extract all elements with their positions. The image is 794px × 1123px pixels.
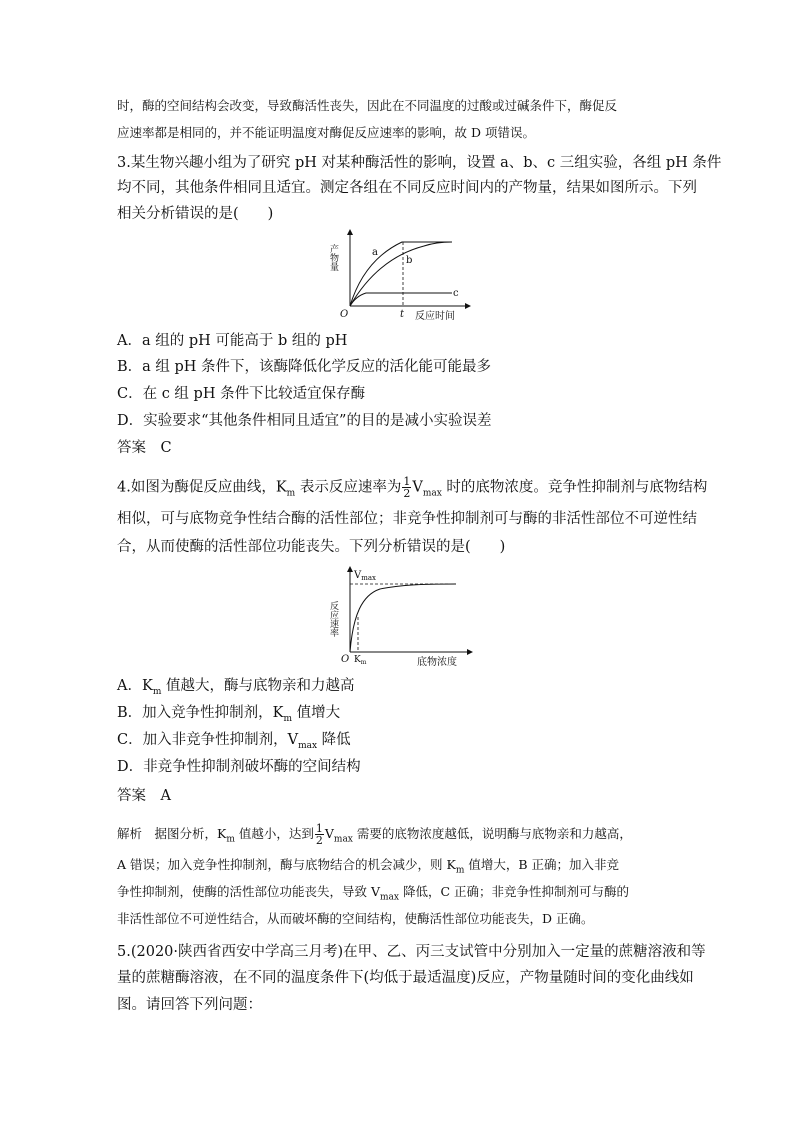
option-b: B．加入竞争性抑制剂，$K_m$ 值增大 xyxy=(117,705,341,724)
fraction-half: $\frac{1}{2}$ xyxy=(403,475,411,500)
y-axis-label: 产物量 xyxy=(328,244,338,271)
rate-substrate-chart xyxy=(320,565,480,669)
question-5-text: 5.(2020·陕西省西安中学高三月考)在甲、乙、丙三支试管中分别加入一定量的蔗糖溶液和等 xyxy=(117,944,706,960)
origin-label: O xyxy=(340,309,349,320)
option-a: A．$K_m$ 值越大，酶与底物亲和力越高 xyxy=(117,678,355,697)
question-4-text: 相似，可与底物竞争性结合酶的活性部位；非竞争性抑制剂可与酶的非活性部位不可逆性结 xyxy=(117,511,697,527)
fraction-half: $\frac{1}{2}$ xyxy=(315,822,323,847)
question-5-text: 图。请回答下列问题： xyxy=(117,997,262,1013)
curve-c xyxy=(350,293,452,306)
question-3-text: 均不同，其他条件相同且适宜。测定各组在不同反应时间内的产物量，结果如图所示。下列 xyxy=(117,180,697,196)
curve-a-label: a xyxy=(372,247,378,258)
product-time-chart xyxy=(320,228,480,324)
question-4-text: 4.如图为酶促反应曲线，$K_m$ 表示反应速率为 $\frac{1}{2}$ $V_{max}$ 时的底物浓度。竞争性抑制剂与底物结构 xyxy=(117,475,708,500)
text-line: 应速率都是相同的，并不能证明温度对酶促反应速率的影响，故 D 项错误。 xyxy=(117,125,535,140)
curve-b-label: b xyxy=(406,255,413,266)
x-axis-label: 反应时间 xyxy=(415,311,455,322)
option-c: C．加入非竞争性抑制剂，$V_{max}$ 降低 xyxy=(117,732,351,751)
answer: 答案 C xyxy=(117,440,172,456)
option-a: A．a 组的 pH 可能高于 b 组的 pH xyxy=(117,333,348,349)
option-d: D．非竞争性抑制剂破坏酶的空间结构 xyxy=(117,759,361,775)
analysis-text: 争性抑制剂，使酶的活性部位功能丧失，导致 $V_{max}$ 降低，C 正确；非竞争性抑制剂可与酶的 xyxy=(117,884,630,903)
answer: 答案 A xyxy=(117,788,171,804)
text-line: 时，酶的空间结构会改变，导致酶活性丧失，因此在不同温度的过酸或过碱条件下，酶促反 xyxy=(117,98,618,113)
origin-label: O xyxy=(341,654,350,665)
y-axis-label: 反应速率 xyxy=(328,601,338,637)
option-d: D．实验要求“其他条件相同且适宜”的目的是减小实验误差 xyxy=(117,413,492,429)
option-b: B．a 组 pH 条件下，该酶降低化学反应的活化能可能最多 xyxy=(117,359,492,375)
option-c: C．在 c 组 pH 条件下比较适宜保存酶 xyxy=(117,386,366,402)
question-3-text: 相关分析错误的是( ) xyxy=(117,206,274,222)
question-3-text: 3.某生物兴趣小组为了研究 pH 对某种酶活性的影响，设置 a、b、c 三组实验，各组 pH 条件 xyxy=(117,155,722,171)
x-axis-label: 底物浓度 xyxy=(417,657,457,668)
analysis-text: 解析 据图分析，$K_m$ 值越小，达到 $\frac{1}{2}$ $V_{max}$ 需要的底物浓度越低，说明酶与底物亲和力越高， xyxy=(117,822,632,847)
question-5-text: 量的蔗糖酶溶液，在不同的温度条件下(均低于最适温度)反应，产物量随时间的变化曲线如 xyxy=(117,970,694,986)
question-4-text: 合，从而使酶的活性部位功能丧失。下列分析错误的是( ) xyxy=(117,539,506,555)
t-label: t xyxy=(400,309,405,320)
vmax-label: $V_{max}$ xyxy=(354,570,376,582)
analysis-text: 非活性部位不可逆性结合，从而破坏酶的空间结构，使酶活性部位功能丧失，D 正确。 xyxy=(117,911,594,926)
analysis-text: A 错误；加入竞争性抑制剂，酶与底物结合的机会减少，则 $K_m$ 值增大，B 正确；加入非竞 xyxy=(117,857,620,876)
km-label: $K_m$ xyxy=(354,655,367,666)
curve-c-label: c xyxy=(453,288,459,299)
curve-a xyxy=(350,242,452,306)
saturation-curve xyxy=(350,584,456,652)
